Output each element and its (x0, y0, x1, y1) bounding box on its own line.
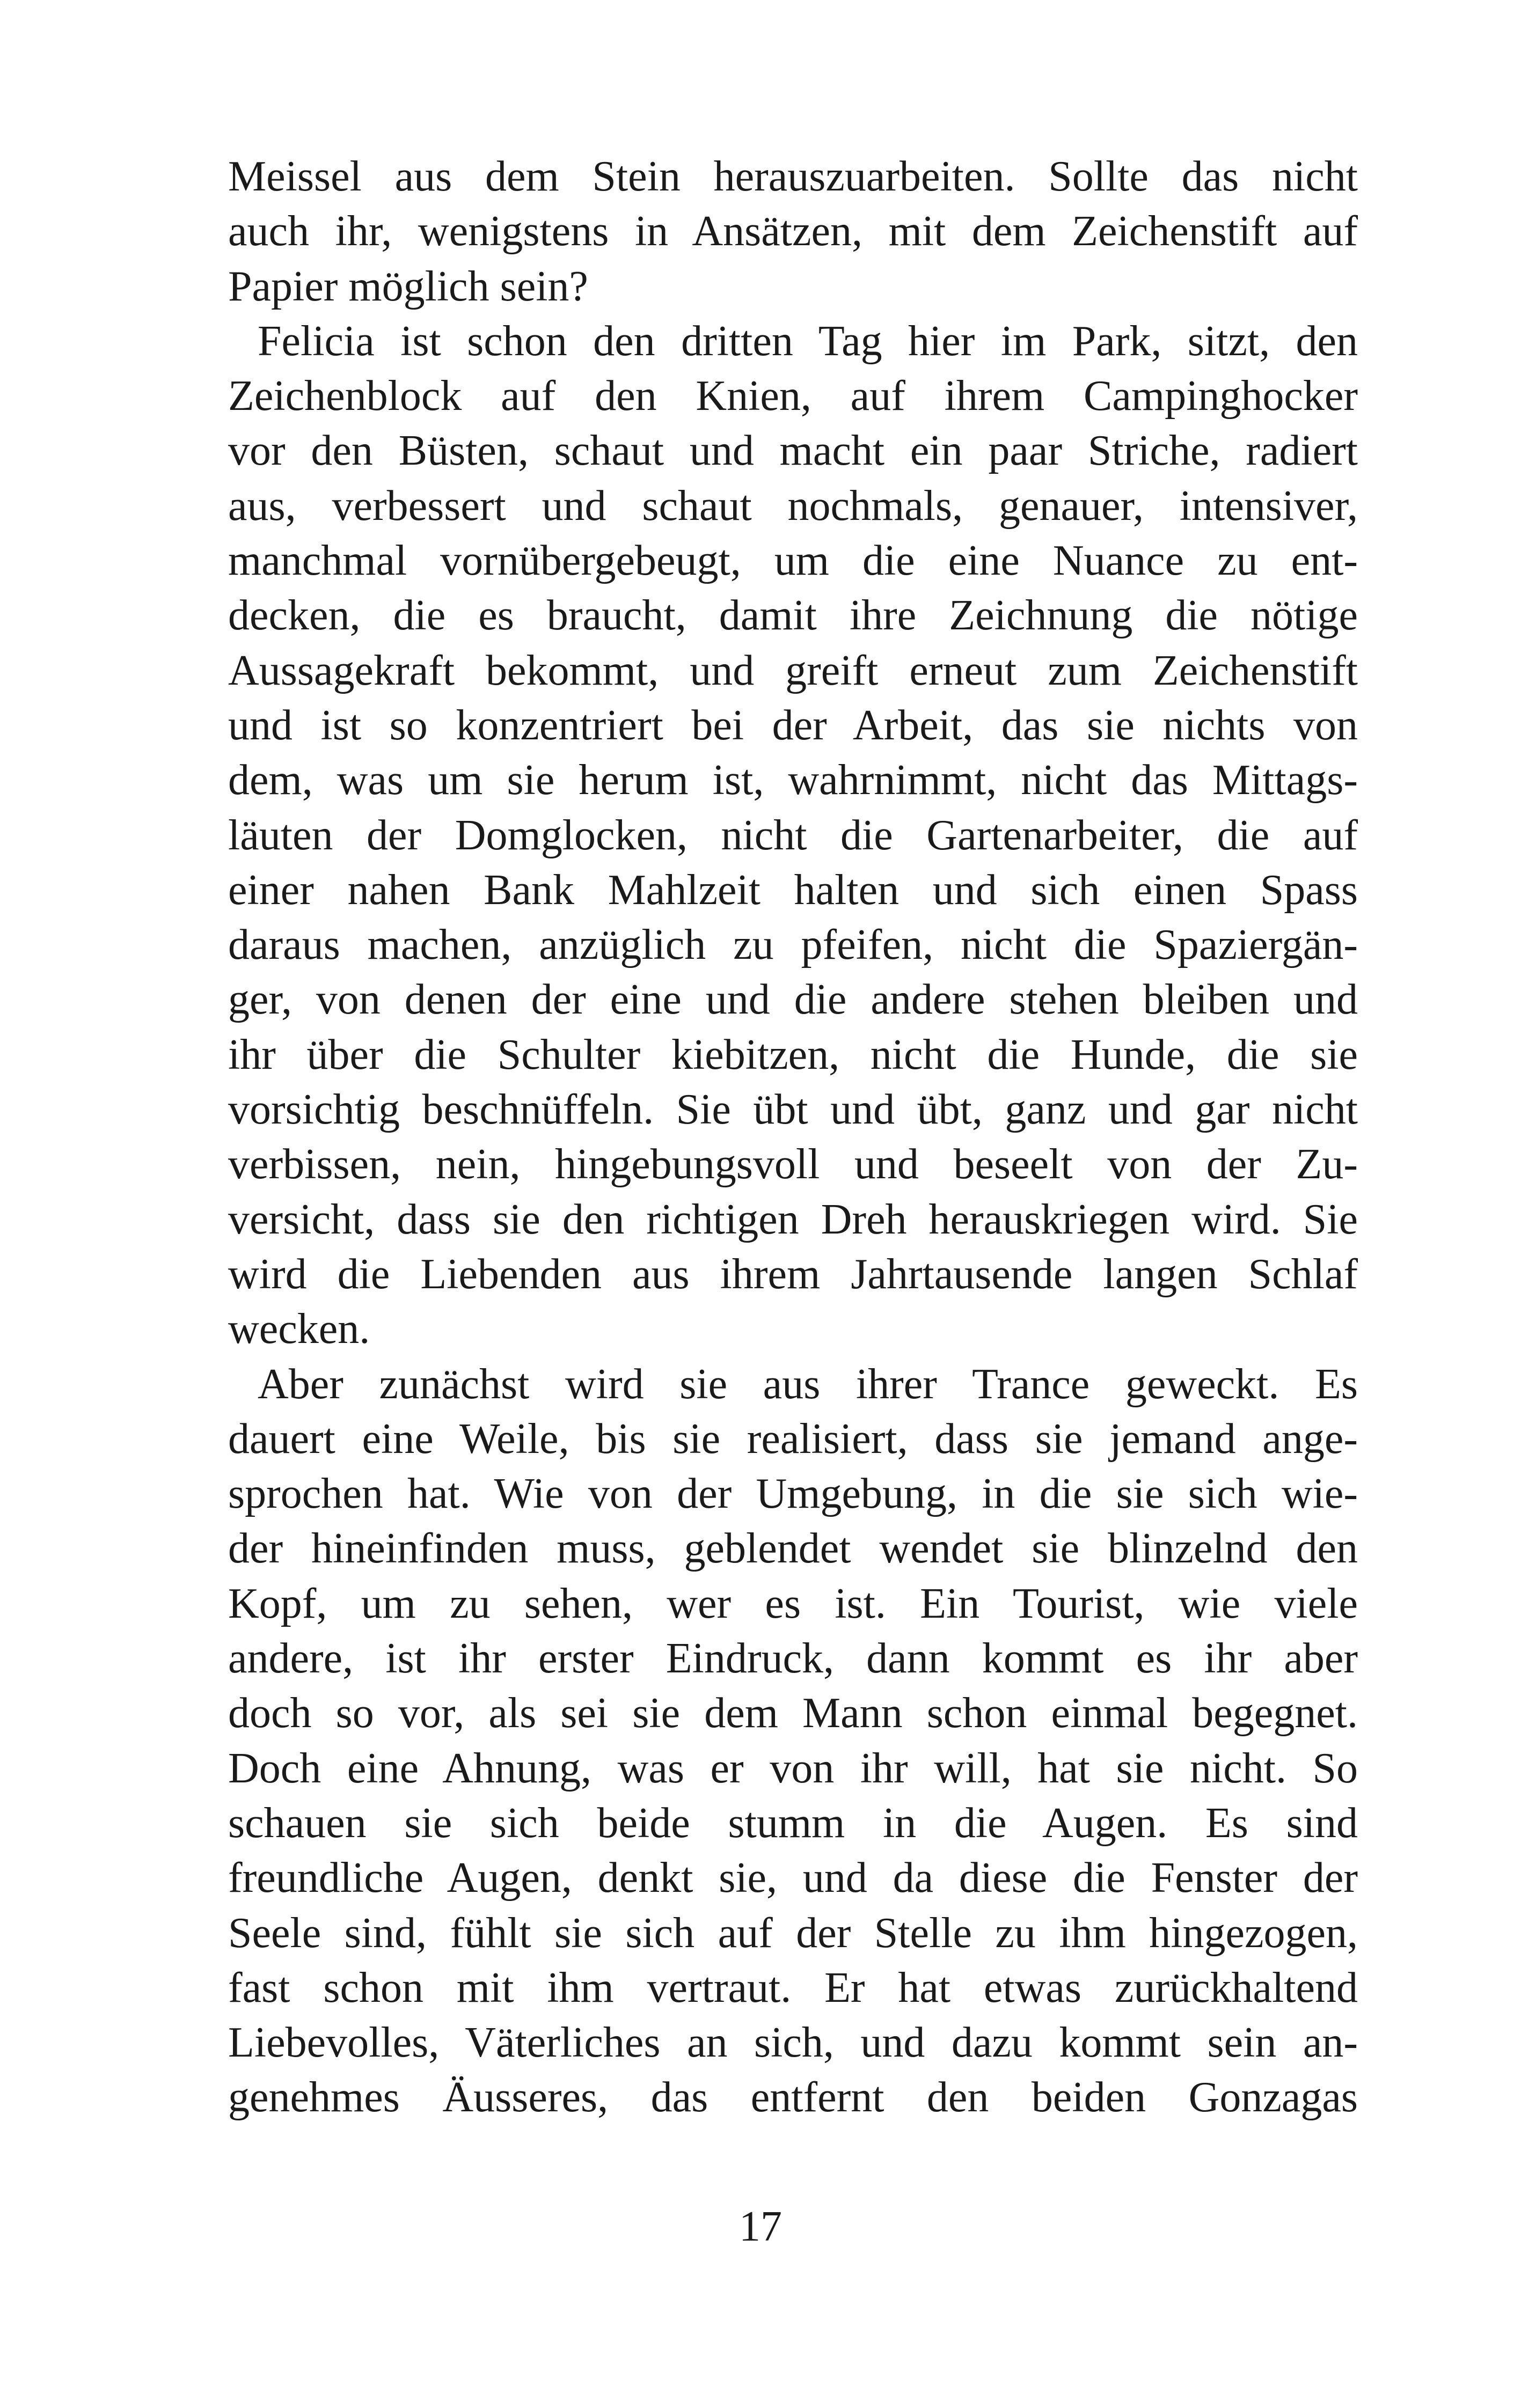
text-line: andere, ist ihr erster Eindruck, dann kommt es ihr aber (228, 1635, 1358, 1683)
text-line: Meissel aus dem Stein herauszuarbeiten. Sollte das nicht (228, 153, 1358, 200)
text-line: genehmes Äusseres, das entfernt den beiden Gonzagas (228, 2074, 1358, 2121)
text-line: vor den Büsten, schaut und macht ein paar Striche, radiert (228, 427, 1358, 475)
text-line: daraus machen, anzüglich zu pfeifen, nicht die Spaziergän- (228, 921, 1358, 969)
text-line: sprochen hat. Wie von der Umgebung, in die sie sich wie- (228, 1470, 1358, 1518)
text-line: schauen sie sich beide stumm in die Augen. Es sind (228, 1799, 1358, 1847)
text-line: dem, was um sie herum ist, wahrnimmt, nicht das Mittags- (228, 757, 1358, 804)
text-line: vorsichtig beschnüffeln. Sie übt und übt, ganz und gar nicht (228, 1086, 1358, 1134)
text-line: Kopf, um zu sehen, wer es ist. Ein Tourist, wie viele (228, 1580, 1358, 1627)
text-line: manchmal vornübergebeugt, um die eine Nuance zu ent- (228, 537, 1358, 585)
text-line: verbissen, nein, hingebungsvoll und beseelt von der Zu- (228, 1141, 1358, 1188)
text-line: decken, die es braucht, damit ihre Zeichnung die nötige (228, 592, 1358, 640)
text-line: dauert eine Weile, bis sie realisiert, dass sie jemand ange- (228, 1415, 1358, 1463)
text-line: läuten der Domglocken, nicht die Gartenarbeiter, die auf (228, 811, 1358, 859)
page-number: 17 (739, 2203, 782, 2250)
text-line: Papier möglich sein? (228, 262, 588, 310)
text-line: Felicia ist schon den dritten Tag hier im Park, sitzt, den (258, 317, 1358, 365)
text-line: freundliche Augen, denkt sie, und da diese die Fenster der (228, 1854, 1358, 1902)
text-line: der hineinfinden muss, geblendet wendet sie blinzelnd den (228, 1525, 1358, 1573)
text-line: Doch eine Ahnung, was er von ihr will, hat sie nicht. So (228, 1744, 1358, 1792)
text-line: Zeichenblock auf den Knien, auf ihrem Campinghocker (228, 372, 1358, 420)
body-text (228, 149, 1358, 2125)
text-line: aus, verbessert und schaut nochmals, genauer, intensiver, (228, 482, 1358, 530)
text-line: versicht, dass sie den richtigen Dreh herauskriegen wird. Sie (228, 1195, 1358, 1243)
text-line: fast schon mit ihm vertraut. Er hat etwas zurückhaltend (228, 1964, 1358, 2011)
text-line: Aussagekraft bekommt, und greift erneut zum Zeichenstift (228, 647, 1358, 694)
text-line: ihr über die Schulter kiebitzen, nicht die Hunde, die sie (228, 1031, 1358, 1078)
text-line: Seele sind, fühlt sie sich auf der Stelle zu ihm hingezogen, (228, 1909, 1358, 1957)
text-line: auch ihr, wenigstens in Ansätzen, mit dem Zeichenstift auf (228, 208, 1358, 255)
text-line: wecken. (228, 1305, 370, 1353)
text-line: und ist so konzentriert bei der Arbeit, das sie nichts von (228, 701, 1358, 749)
text-line: Aber zunächst wird sie aus ihrer Trance geweckt. Es (258, 1360, 1358, 1408)
text-line: ger, von denen der eine und die andere stehen bleiben und (228, 976, 1358, 1024)
text-line: Liebevolles, Väterliches an sich, und dazu kommt sein an- (228, 2019, 1358, 2067)
text-line: wird die Liebenden aus ihrem Jahrtausende langen Schlaf (228, 1250, 1358, 1298)
text-line: einer nahen Bank Mahlzeit halten und sich einen Spass (228, 866, 1358, 914)
text-line: doch so vor, als sei sie dem Mann schon einmal begegnet. (228, 1690, 1358, 1737)
